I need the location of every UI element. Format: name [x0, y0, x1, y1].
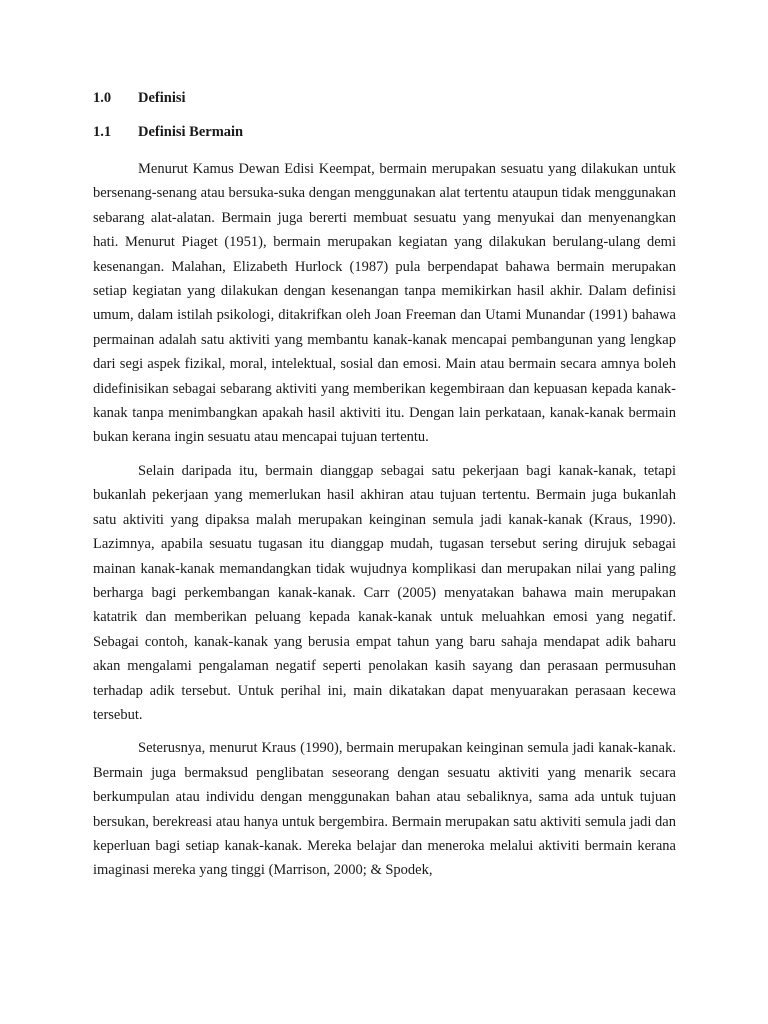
document-page — [93, 84, 676, 883]
section-heading — [93, 88, 676, 108]
paragraph-3: Seterusnya, menurut Kraus (1990), bermain merupakan keinginan semula jadi kanak-kanak. Bermain juga bermaksud penglibatan seseorang dengan sesuatu aktiviti yang menarik secara berkumpulan atau individu dengan menggunakan bahan atau sebaliknya, sama ada untuk tujuan bersukan, berekreasi atau hanya untuk bergembira. Bermain merupakan satu aktiviti semula jadi dan keperluan bagi setiap kanak-kanak. Mereka belajar dan meneroka melalui aktiviti bermain kerana imaginasi mereka yang tinggi (Marrison, 2000; & Spodek, — [93, 740, 676, 879]
section-title: Definisi — [138, 90, 186, 106]
paragraph-1: Menurut Kamus Dewan Edisi Keempat, bermain merupakan sesuatu yang dilakukan untuk bersenang-senang atau bersuka-suka dengan menggunakan alat tertentu ataupun tidak menggunakan sebarang alat-alatan. Bermain juga bererti membuat sesuatu yang menyukai dan menyenangkan hati. Menurut Piaget (1951), bermain merupakan kegiatan yang dilakukan berulang-ulang demi kesenangan. Malahan, Elizabeth Hurlock (1987) pula berpendapat bahawa bermain merupakan setiap kegiatan yang dilakukan dengan kesenangan tanpa memikirkan hasil akhir. Dalam definisi umum, dalam istilah psikologi, ditakrifkan oleh Joan Freeman dan Utami Munandar (1991) bahawa permainan adalah satu aktiviti yang membantu kanak-kanak mencapai pembangunan yang lengkap dari segi aspek fizikal, moral, intelektual, sosial dan emosi. Main atau bermain secara amnya boleh didefinisikan sebagai sebarang aktiviti yang memberikan kegembiraan dan kepuasan kepada kanak-kanak tanpa menimbangkan apakah hasil aktiviti itu. Dengan lain perkataan, kanak-kanak bermain bukan kerana ingin sesuatu atau mencapai tujuan tertentu. — [93, 161, 676, 446]
paragraph-2: Selain daripada itu, bermain dianggap sebagai satu pekerjaan bagi kanak-kanak, tetapi bukanlah pekerjaan yang memerlukan hasil akhiran atau tujuan tertentu. Bermain juga bukanlah satu aktiviti yang dipaksa malah merupakan keinginan semula jadi kanak-kanak (Kraus, 1990). Lazimnya, apabila sesuatu tugasan itu dianggap mudah, tugasan tersebut sering dirujuk sebagai mainan kanak-kanak memandangkan tidak wujudnya komplikasi dan merupakan nilai yang paling berharga bagi perkembangan kanak-kanak. Carr (2005) menyatakan bahawa main merupakan katatrik dan memberikan peluang kepada kanak-kanak untuk meluahkan emosi yang negatif. Sebagai contoh, kanak-kanak yang berusia empat tahun yang baru sahaja mendapat adik baharu akan mengalami pengalaman negatif seperti penolakan kasih sayang dan perasaan permusuhan terhadap adik tersebut. Untuk perihal ini, main dikatakan dapat menyuarakan perasaan kecewa tersebut. — [93, 462, 676, 723]
section-number: 1.0 — [93, 90, 112, 106]
subsection-number: 1.1 — [93, 124, 112, 140]
subsection-heading — [93, 122, 676, 142]
subsection-title: Definisi Bermain — [138, 124, 244, 140]
